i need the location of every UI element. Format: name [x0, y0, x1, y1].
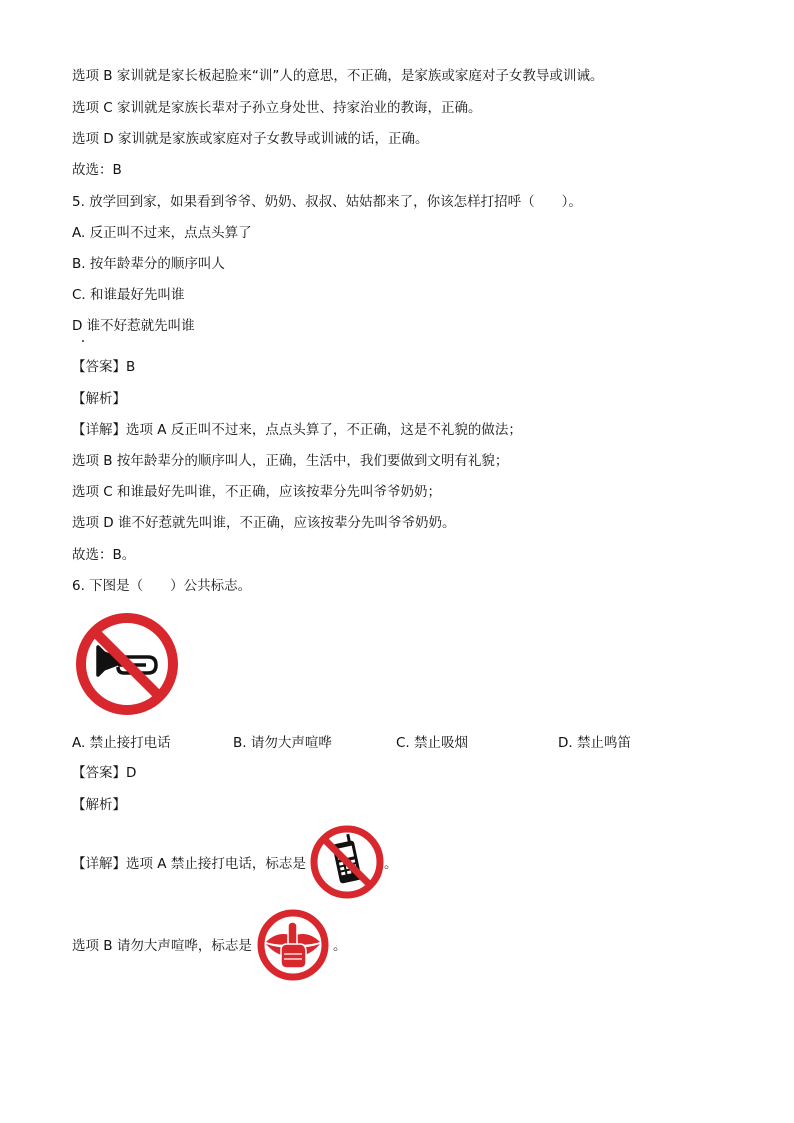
q6-option-a: A. 禁止接打电话: [72, 735, 171, 751]
answer-tag: 【答案】: [72, 359, 126, 375]
q6-analysis-tag: 【解析】: [72, 797, 126, 813]
no-horn-sign-icon: [74, 611, 180, 717]
q6-option-b: B. 请勿大声喧哗: [233, 735, 332, 751]
q5-detail-c: 选项 C 和谁最好先叫谁，不正确，应该按辈分先叫爷爷奶奶；: [72, 484, 442, 500]
q5-detail-d: 选项 D 谁不好惹就先叫谁，不正确，应该按辈分先叫爷爷奶奶。: [72, 515, 456, 531]
q6-option-c: C. 禁止吸烟: [396, 735, 469, 751]
q6-answer: [72, 764, 136, 782]
q5-detail-a: [72, 421, 522, 439]
detail-a-text: 选项 A 禁止接打电话，标志是: [126, 856, 306, 872]
q5-option-d: D 谁不好惹就先叫谁: [72, 318, 195, 334]
q5-detail-b: 选项 B 按年龄辈分的顺序叫人，正确，生活中，我们要做到文明有礼貌；: [72, 453, 509, 469]
explain-option-b: 选项 B 家训就是家长板起脸来“训”人的意思，不正确，是家族或家庭对子女教导或训诫。: [72, 68, 604, 84]
answer-value: B: [126, 359, 136, 375]
q5-choice: 故选：B。: [72, 547, 136, 563]
answer-value: D: [126, 765, 137, 781]
q5-option-a: A. 反正叫不过来，点点头算了: [72, 225, 252, 241]
q6-option-d: D. 禁止鸣笛: [558, 735, 631, 751]
stray-dot: [82, 340, 84, 342]
no-phone-sign-icon: [309, 824, 385, 900]
explain-option-d: 选项 D 家训就是家族或家庭对子女教导或训诫的话，正确。: [72, 131, 429, 147]
q6-detail-a-end: 。: [384, 856, 398, 872]
q5-answer: [72, 358, 135, 376]
quiet-sign-icon: [256, 908, 330, 982]
explain-option-c: 选项 C 家训就是家族长辈对子孙立身处世、持家治业的教诲，正确。: [72, 100, 482, 116]
detail-a-text: 选项 A 反正叫不过来，点点头算了，不正确，这是不礼貌的做法；: [126, 422, 522, 438]
q5-analysis-tag: 【解析】: [72, 391, 126, 407]
prev-choice: 故选：B: [72, 162, 122, 178]
q5-option-b: B. 按年龄辈分的顺序叫人: [72, 256, 225, 272]
q6-detail-b-end: 。: [333, 938, 347, 954]
q5-stem: 5. 放学回到家，如果看到爷爷、奶奶、叔叔、姑姑都来了，你该怎样打招呼（ ）。: [72, 194, 582, 210]
detail-tag: 【详解】: [72, 422, 126, 438]
answer-tag: 【答案】: [72, 765, 126, 781]
q5-option-c: C. 和谁最好先叫谁: [72, 287, 185, 303]
q6-detail-a: [72, 855, 306, 873]
q6-stem: 6. 下图是（ ）公共标志。: [72, 578, 252, 594]
detail-tag: 【详解】: [72, 856, 126, 872]
q6-detail-b: 选项 B 请勿大声喧哗，标志是: [72, 938, 252, 954]
